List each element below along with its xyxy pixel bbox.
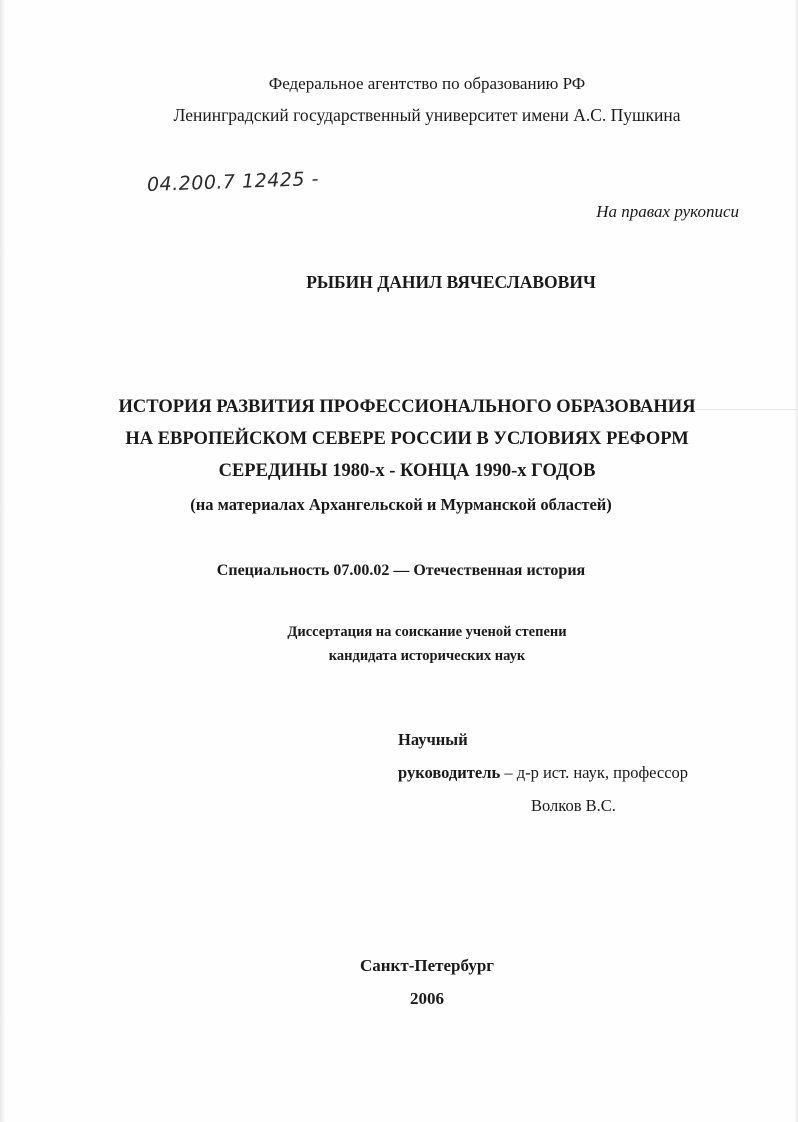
title-line-3: СЕРЕДИНЫ 1980-х - КОНЦА 1990-х ГОДОВ [218, 461, 596, 481]
supervisor-name: Волков В.С. [531, 796, 616, 815]
supervisor-label-line-2: руководитель [398, 763, 501, 782]
dissertation-line-2: кандидата исторических наук [328, 648, 526, 664]
specialty: Специальность 07.00.02 — Отечественная история [216, 562, 586, 579]
manuscript-rights-note: На правах рукописи [596, 202, 739, 221]
handwritten-registration-number: 04.200.7 12425 - [146, 168, 320, 196]
supervisor-row [398, 763, 688, 783]
title-line-2: НА ЕВРОПЕЙСКОМ СЕВЕРЕ РОССИИ В УСЛОВИЯХ РЕФОРМ [125, 429, 689, 449]
university-name: Ленинградский государственный университет имени А.С. Пушкина [173, 105, 681, 125]
agency-name: Федеральное агентство по образованию РФ [268, 74, 586, 93]
author-name: РЫБИН ДАНИЛ ВЯЧЕСЛАВОВИЧ [306, 272, 596, 292]
dissertation-line-1: Диссертация на соискание ученой степени [287, 624, 567, 640]
scan-edge-right [794, 0, 798, 1122]
year: 2006 [410, 989, 444, 1008]
supervisor-label-line-1: Научный [398, 730, 468, 749]
supervisor-separator: – [500, 763, 517, 782]
supervisor-credentials: д-р ист. наук, профессор [516, 763, 689, 782]
scan-edge-left [0, 0, 6, 1122]
title-line-1: ИСТОРИЯ РАЗВИТИЯ ПРОФЕССИОНАЛЬНОГО ОБРАЗОВАНИЯ [118, 397, 696, 417]
city: Санкт-Петербург [359, 956, 495, 975]
title-subtitle: (на материалах Архангельской и Мурманской областей) [190, 495, 612, 514]
